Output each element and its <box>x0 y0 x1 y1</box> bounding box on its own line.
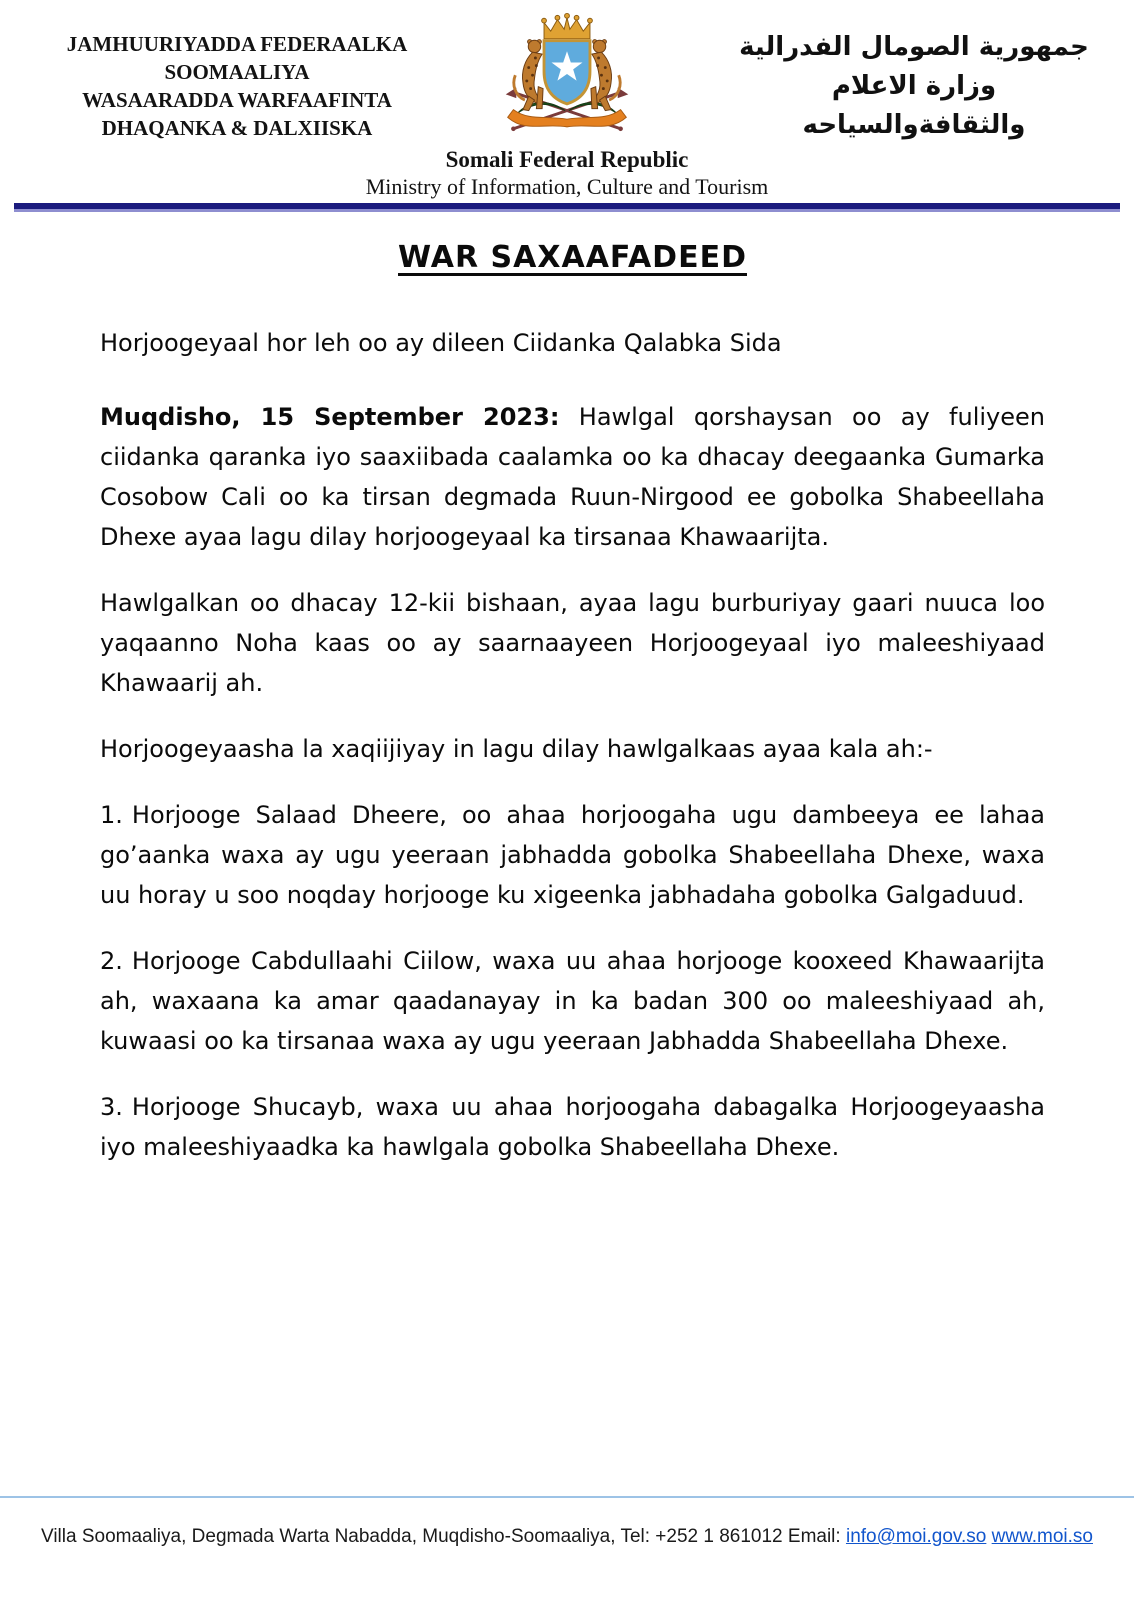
header-arabic-line: وزارة الاعلام <box>831 71 997 101</box>
footer-address: Villa Soomaaliya, Degmada Warta Nabadda, Muqdisho-Soomaaliya, Tel: +252 1 861012 Email: <box>40 1526 846 1547</box>
header-somali-line: JAMHUURIYADDA FEDERAALKA <box>66 32 408 56</box>
list-number: 3. <box>100 1093 123 1121</box>
footer-divider <box>0 1496 1134 1498</box>
page-title <box>100 240 1045 275</box>
ribbon <box>508 110 627 127</box>
header-arabic-title <box>734 28 1094 145</box>
header-somali-line: DHAQANKA & DALXIISKA <box>101 116 373 140</box>
paragraph <box>100 397 1045 557</box>
header-arabic-line: والثقافةوالسياحه <box>802 110 1026 140</box>
list-item-text: Horjooge Shucayb, waxa uu ahaa horjoogaha dabagalka Horjoogeyaasha iyo maleeshiyaadka ka hawlgala gobolka Shabeellaha Dhexe. <box>100 1093 1045 1161</box>
somali-coat-of-arms-icon <box>490 12 644 146</box>
header-arabic-line: جمهورية الصومال الفدرالية <box>739 32 1089 62</box>
page-title-text: WAR SAXAAFADEED <box>398 240 747 275</box>
website-link[interactable]: www.moi.so <box>991 1526 1093 1547</box>
list-item-text: Horjooge Cabdullaahi Ciilow, waxa uu ahaa horjooge kooxeed Khawaarijta ah, waxaana ka amar qaadanayay in ka badan 300 oo maleeshiyaad ah, kuwaasi oo ka tirsanaa waxa ay ugu yeeraan Jabhadda Shabeellaha Dhexe. <box>100 947 1045 1055</box>
header-english-title <box>0 146 1134 200</box>
dateline: Muqdisho, 15 September 2023: <box>100 403 560 431</box>
footer <box>0 1526 1134 1548</box>
list-item <box>100 941 1045 1061</box>
list-number: 2. <box>100 947 123 975</box>
list-number: 1. <box>100 801 123 829</box>
document-body <box>100 240 1045 1193</box>
leopard-left <box>514 40 543 111</box>
header-divider <box>14 203 1120 212</box>
ministry-name: Ministry of Information, Culture and Tourism <box>365 174 769 199</box>
header-somali-line: WASAARADDA WARFAAFINTA <box>82 88 392 112</box>
paragraph: Hawlgalkan oo dhacay 12-kii bishaan, ayaa lagu burburiyay gaari nuuca loo yaqaanno Noha kaas oo ay saarnaayeen Horjoogeyaal iyo maleeshiyaad Khawaarij ah. <box>100 589 1045 697</box>
email-link[interactable]: info@moi.gov.so <box>845 1526 987 1547</box>
org-name: Somali Federal Republic <box>445 147 689 172</box>
list-item <box>100 795 1045 915</box>
paragraph: Horjoogeyaasha la xaqiijiyay in lagu dilay hawlgalkaas ayaa kala ah:- <box>100 735 933 763</box>
leopard-right <box>591 40 620 111</box>
document-subtitle: Horjoogeyaal hor leh oo ay dileen Ciidanka Qalabka Sida <box>100 329 782 357</box>
header-somali-title <box>52 30 422 142</box>
list-item-text: Horjooge Salaad Dheere, oo ahaa horjoogaha ugu dambeeya ee lahaa go’aanka waxa ay ugu yeeraan jabhadda gobolka Shabeellaha Dhexe, waxa uu horay u soo noqday horjooge ku xigeenka jabhadaha gobolka Galgaduud. <box>100 801 1045 909</box>
list-item <box>100 1087 1045 1167</box>
paragraph-text: Hawlgal qorshaysan oo ay fuliyeen ciidanka qaranka iyo saaxiibada caalamka oo ka dhacay deegaanka Gumarka Cosobow Cali oo ka tirsan degmada Ruun-Nirgood ee gobolka Shabeellaha Dhexe ayaa lagu dilay horjoogeyaal ka tirsanaa Khawaarijta. <box>100 403 1045 551</box>
crown <box>542 13 593 38</box>
header-somali-line: SOOMAALIYA <box>164 60 310 84</box>
